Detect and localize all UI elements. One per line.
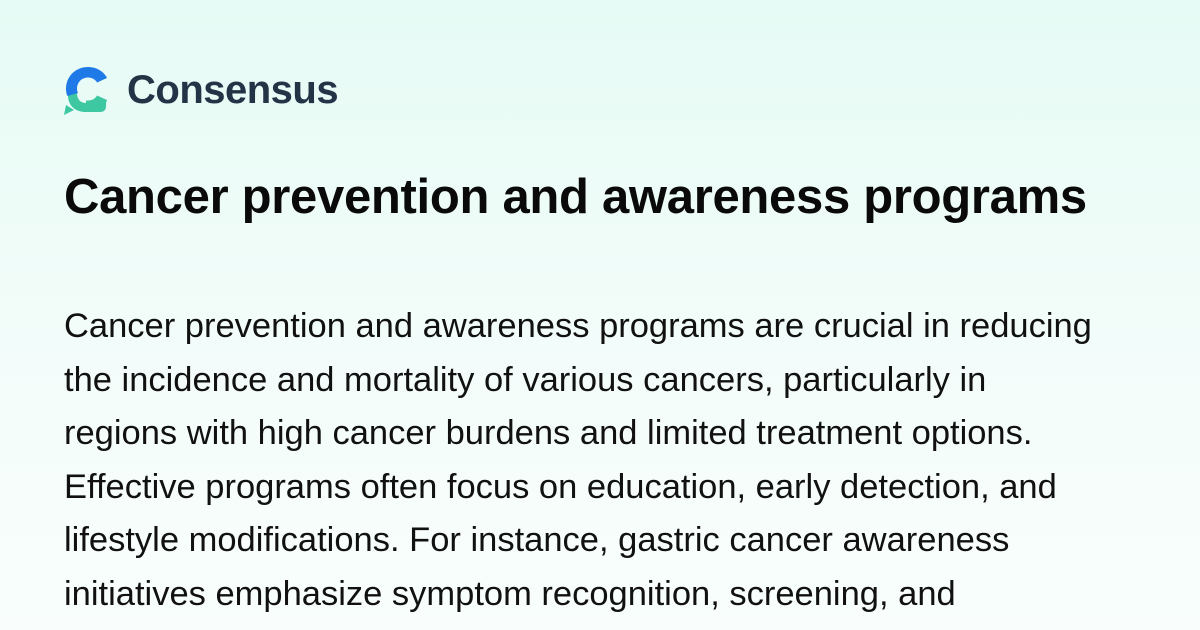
page-title: Cancer prevention and awareness programs — [64, 170, 1087, 224]
summary-text: Cancer prevention and awareness programs are crucial in reducing the incidence and mortality of various cancers, particularly in regions with high cancer burdens and limited treatment options. Effective programs often focus on education, early detection, and lifestyle modifications. For instance, gastric cancer awareness initiatives emphasize symptom recognition, screening, and — [64, 307, 1092, 613]
consensus-logo-icon — [64, 65, 110, 115]
brand-name: Consensus — [127, 68, 339, 112]
brand[interactable] — [64, 64, 338, 116]
